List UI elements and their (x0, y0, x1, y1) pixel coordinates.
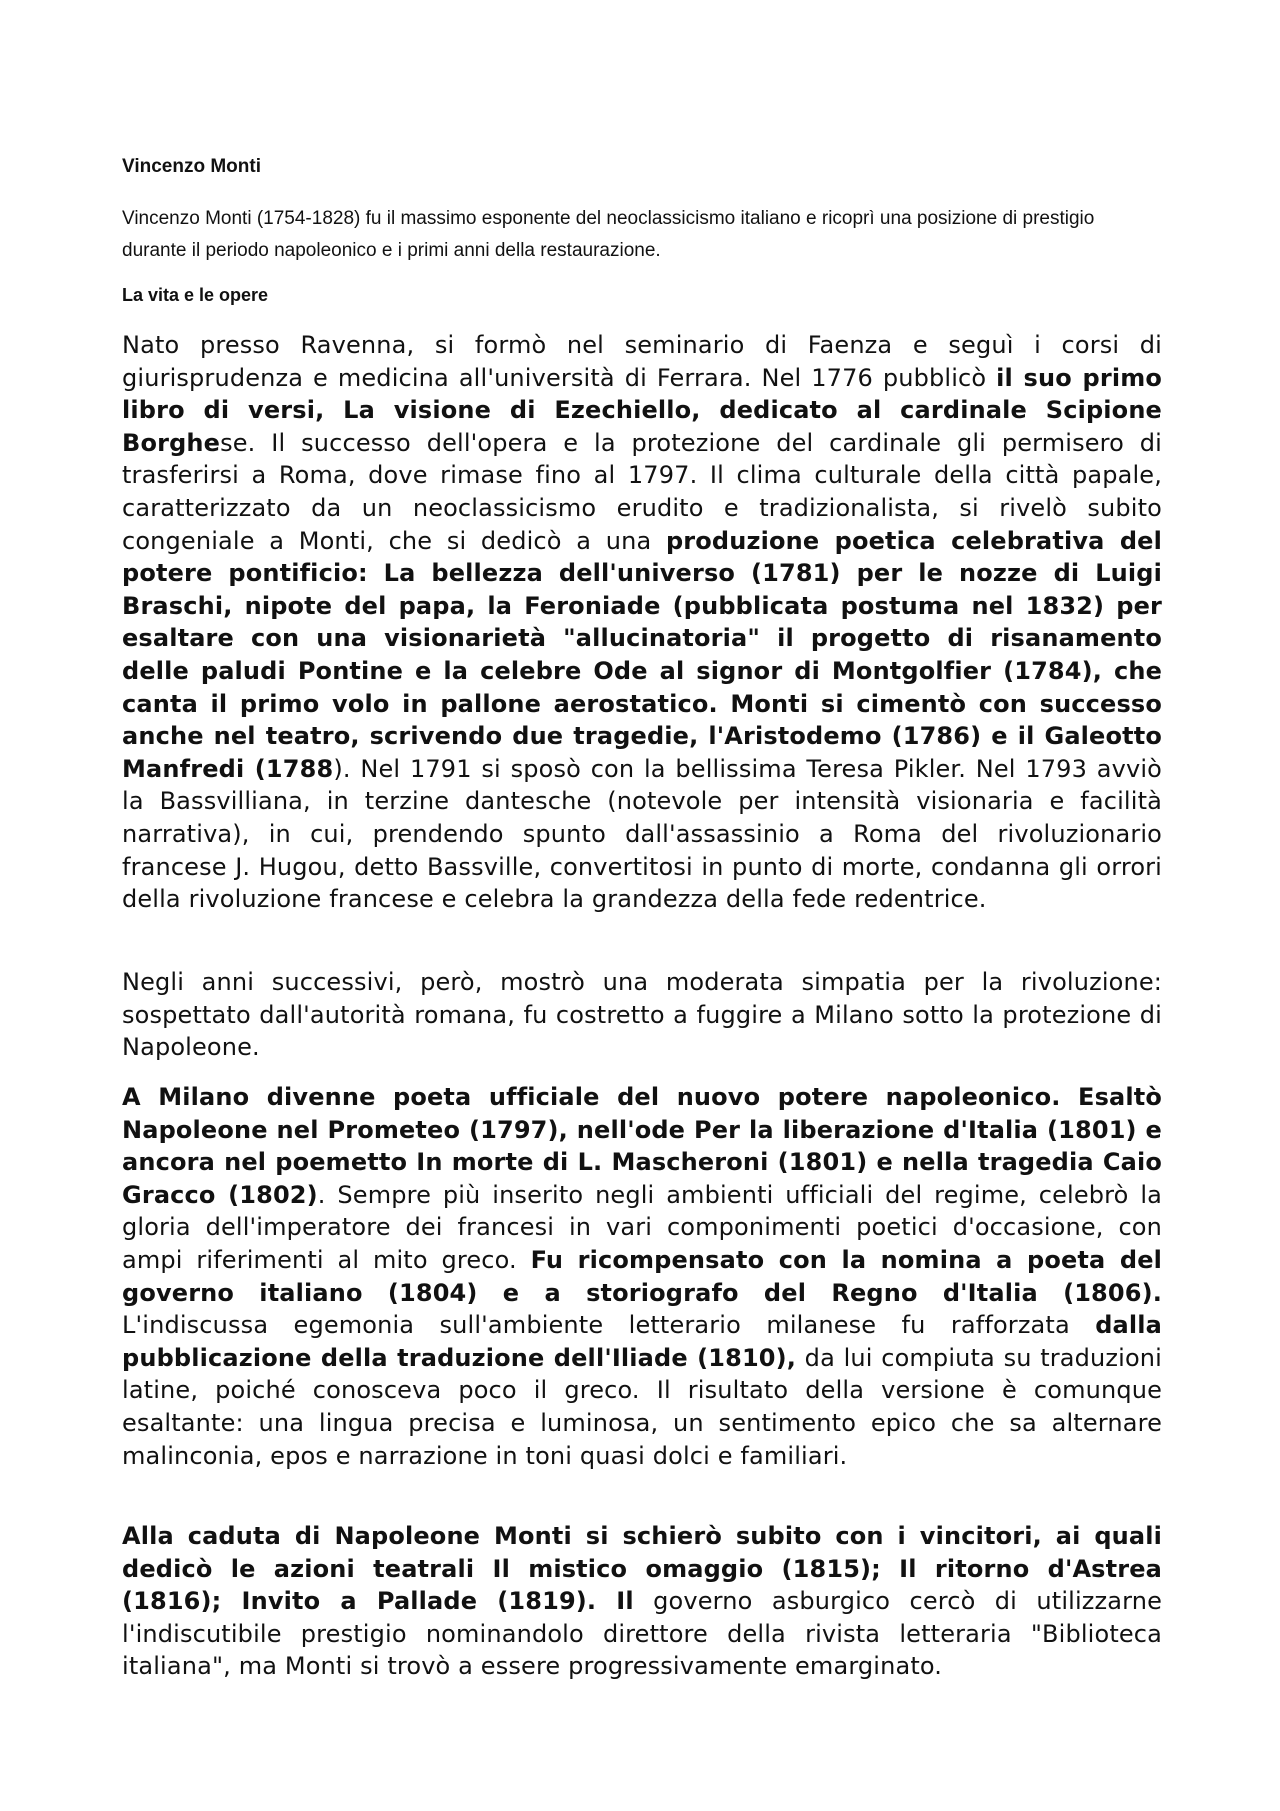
section-heading: La vita e le opere (122, 285, 269, 305)
text-run: governo asburgico cercò di utilizzarne l'indiscutibile prestigio nominandolo direttore della rivista letteraria "Biblioteca italiana", ma Monti si trovò a essere progressivamente emarginato. (122, 1587, 1163, 1681)
text-run: se. Il successo dell'opera e la protezione del cardinale gli permisero di trasferirsi a Roma, dove rimase fino al 1797. Il clima culturale della città papale, caratterizzato da un neoclassicismo erudito e tradizionalista, si rivelò subito congeniale a Monti, che si dedicò a una (122, 428, 1162, 555)
paragraph-revolution (122, 966, 1162, 1064)
bold-run: dalla pubblicazione della traduzione dell'Iliade (1810), (122, 1311, 1162, 1372)
text-run: L'indiscussa egemonia sull'ambiente letterario milanese fu rafforzata (122, 1311, 1096, 1340)
bold-run: il suo primo libro di versi, La visione di Ezechiello, dedicato al cardinale Scipione Borghe (122, 363, 1162, 457)
text-run: Negli anni successivi, però, mostrò una moderata simpatia per la rivoluzione: sospettato dall'autorità romana, fu costretto a fuggire a Milano sotto la protezione di Napoleone. (122, 968, 1162, 1062)
text-run: ). Nel 1791 si sposò con la bellissima Teresa Pikler. Nel 1793 avviò la Bassvilliana, in terzine dantesche (notevole per intensità visionaria e facilità narrativa), in cui, prendendo spunto dall'assassinio a Roma del rivoluzionario francese J. Hugou, detto Bassville, convertitosi in punto di morte, condanna gli orrori della rivoluzione francese e celebra la grandezza della fede redentrice. (122, 754, 1162, 914)
text-run: da lui compiuta su traduzioni latine, poiché conosceva poco il greco. Il risultato della versione è comunque esaltante: una lingua precisa e luminosa, un sentimento epico che sa alternare malinconia, epos e narrazione in toni quasi dolci e familiari. (122, 1343, 1162, 1470)
paragraph-life-early (122, 329, 1162, 916)
bold-run: produzione poetica celebrativa del potere pontificio: La bellezza dell'universo (1781) per le nozze di Luigi Braschi, nipote del papa, la Feroniade (pubblicata postuma nel 1832) per esaltare con una visionarietà "allucinatoria" il progetto di risanamento delle paludi Pontine e la celebre Ode al signor di Montgolfier (1784), che canta il primo volo in pallone aerostatico. Monti si cimentò con successo anche nel teatro, scrivendo due tragedie, l'Aristodemo (1786) e il Galeotto Manfredi (1788 (122, 526, 1162, 783)
bold-run: Alla caduta di Napoleone Monti si schierò subito con i vincitori, ai quali dedicò le azioni teatrali Il mistico omaggio (1815); Il ritorno d'Astrea (1816); Invito a Pallade (1819). Il (122, 1522, 1162, 1616)
intro-paragraph: Vincenzo Monti (1754-1828) fu il massimo esponente del neoclassicismo italiano e ricoprì una posizione di prestigio durante il periodo napoleonico e i primi anni della restaurazione. (122, 208, 1095, 261)
bold-run: A Milano divenne poeta ufficiale del nuovo potere napoleonico. Esaltò Napoleone nel Prometeo (1797), nell'ode Per la liberazione d'Italia (1801) e ancora nel poemetto In morte di L. Mascheroni (1801) e nella tragedia Caio Gracco (1802) (122, 1083, 1162, 1209)
text-run: Nato presso Ravenna, si formò nel seminario di Faenza e seguì i corsi di giurisprudenza e medicina all'università di Ferrara. Nel 1776 pubblicò (122, 331, 1162, 392)
paragraph-milano (122, 1081, 1162, 1472)
text-run: . Sempre più inserito negli ambienti ufficiali del regime, celebrò la gloria dell'imperatore dei francesi in vari componimenti poetici d'occasione, con ampi riferimenti al mito greco. (122, 1180, 1162, 1274)
bold-run: Fu ricompensato con la nomina a poeta del governo italiano (1804) e a storiografo del Regno d'Italia (1806). (122, 1245, 1163, 1307)
paragraph-restaurazione (122, 1520, 1162, 1683)
page-title: Vincenzo Monti (122, 156, 261, 177)
